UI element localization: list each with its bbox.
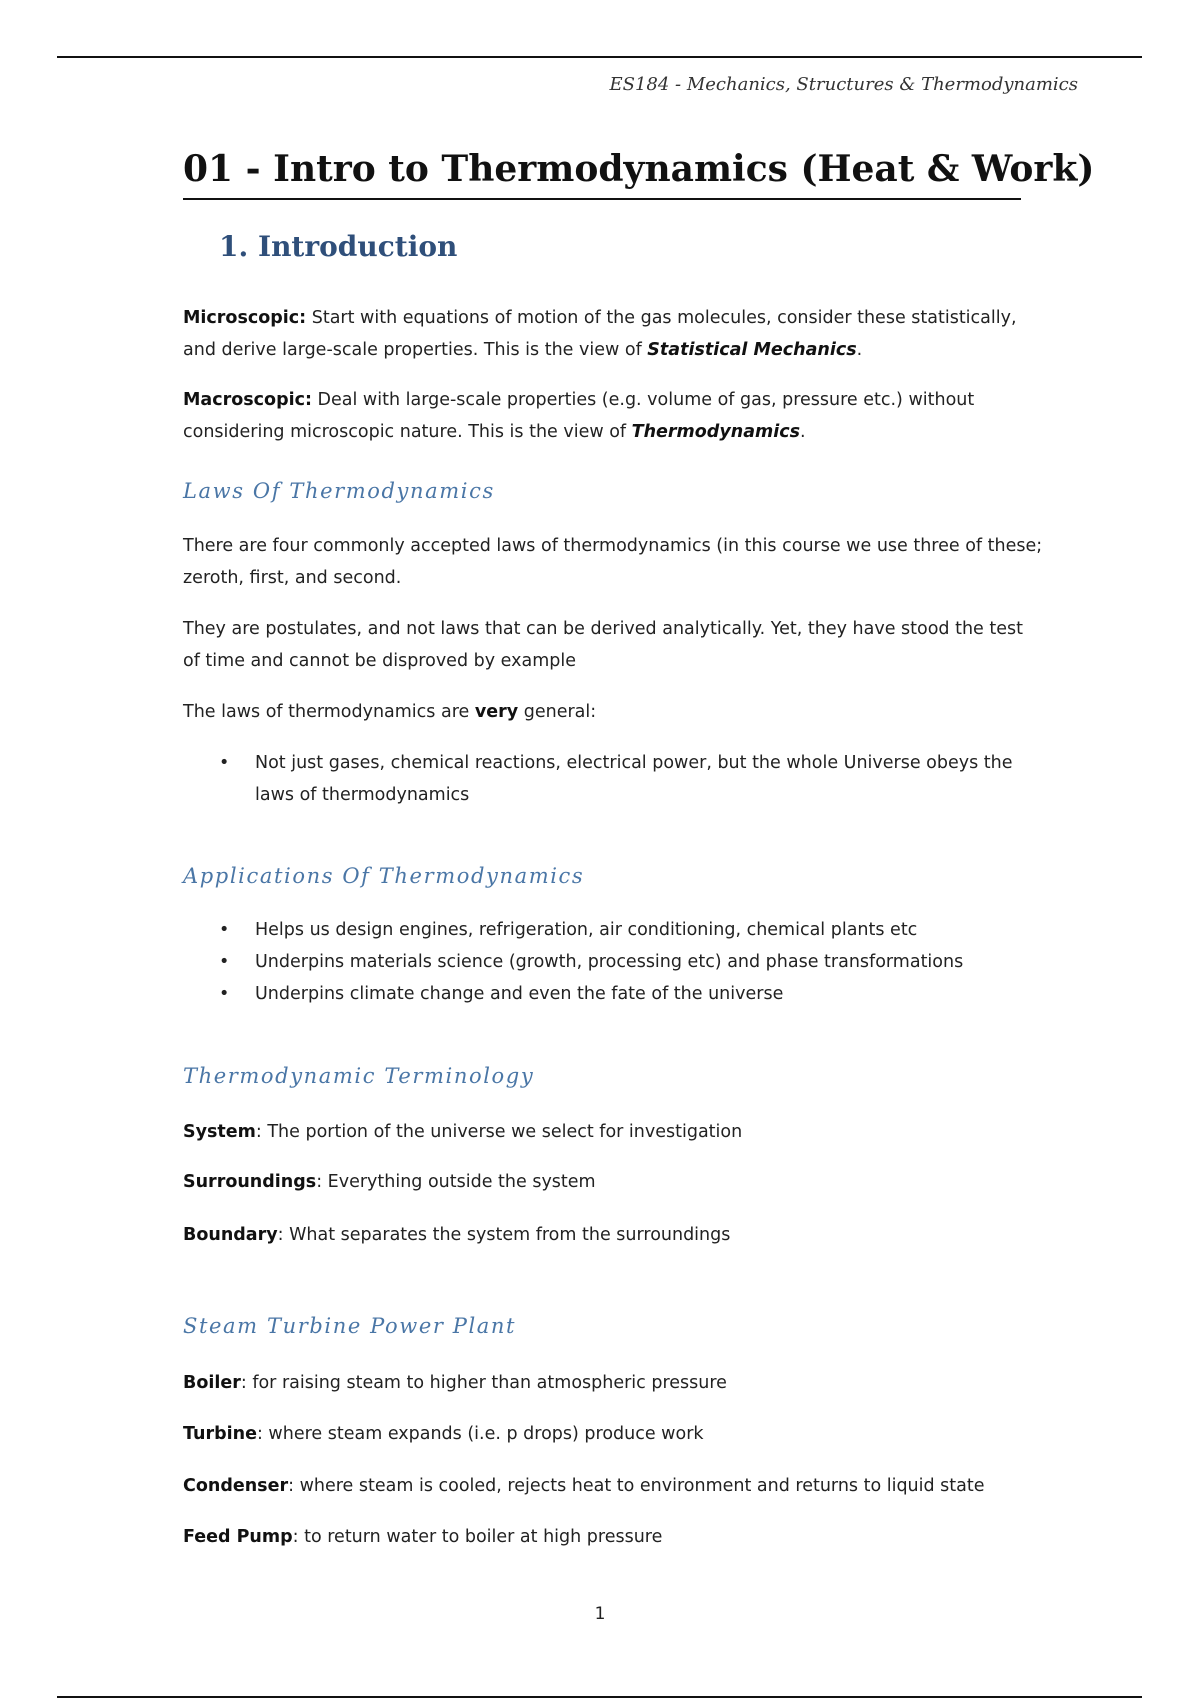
term-boundary	[183, 1219, 1043, 1251]
term-definition: : Everything outside the system	[316, 1172, 596, 1192]
term-label: Boundary	[183, 1225, 278, 1245]
statistical-mechanics-emphasis: Statistical Mechanics	[647, 340, 857, 360]
thermodynamics-emphasis: Thermodynamics	[631, 422, 801, 442]
list-item-text: Not just gases, chemical reactions, electrical power, but the whole Universe obeys the laws of thermodynamics	[255, 753, 1013, 805]
bullet-icon: •	[219, 753, 230, 773]
list-item-text: Underpins materials science (growth, processing etc) and phase transformations	[255, 952, 964, 972]
steam-condenser	[183, 1470, 1043, 1502]
applications-heading: Applications Of Thermodynamics	[183, 864, 585, 888]
steam-turbine	[183, 1418, 1043, 1450]
term-surroundings	[183, 1166, 1043, 1198]
laws-paragraph-3	[183, 696, 1043, 728]
header-rule	[57, 56, 1142, 58]
running-header: ES184 - Mechanics, Structures & Thermodynamics	[609, 74, 1078, 95]
list-item-text: Helps us design engines, refrigeration, air conditioning, chemical plants etc	[255, 920, 918, 940]
macroscopic-end: .	[800, 422, 806, 442]
list-item	[183, 914, 1043, 946]
footer-rule	[57, 1696, 1142, 1698]
term-definition: : where steam is cooled, rejects heat to environment and returns to liquid state	[288, 1476, 985, 1496]
steam-heading: Steam Turbine Power Plant	[183, 1314, 517, 1338]
term-label: Condenser	[183, 1476, 289, 1496]
steam-boiler	[183, 1367, 1043, 1399]
macroscopic-term: Macroscopic:	[183, 390, 312, 410]
laws-p3-before: The laws of thermodynamics are	[183, 702, 475, 722]
term-label: System	[183, 1122, 256, 1142]
laws-heading: Laws Of Thermodynamics	[183, 479, 495, 503]
list-item	[183, 747, 1043, 811]
laws-paragraph-2: They are postulates, and not laws that can be derived analytically. Yet, they have stood the test of time and cannot be disproved by example	[183, 619, 1023, 671]
steam-feed-pump	[183, 1521, 1043, 1553]
term-definition: : The portion of the universe we select for investigation	[255, 1122, 743, 1142]
laws-p3-after: general:	[518, 702, 597, 722]
term-definition: : What separates the system from the surroundings	[277, 1225, 731, 1245]
term-label: Feed Pump	[183, 1527, 293, 1547]
very-emphasis: very	[474, 702, 519, 722]
term-label: Turbine	[183, 1424, 257, 1444]
macroscopic-paragraph	[183, 384, 1043, 448]
term-definition: : for raising steam to higher than atmospheric pressure	[240, 1373, 727, 1393]
term-definition: : to return water to boiler at high pressure	[292, 1527, 663, 1547]
applications-bullet-list	[183, 914, 1043, 1010]
terminology-heading: Thermodynamic Terminology	[183, 1064, 535, 1088]
bullet-icon: •	[219, 920, 230, 940]
term-label: Boiler	[183, 1373, 241, 1393]
term-system	[183, 1116, 1043, 1148]
list-item-text: Underpins climate change and even the fate of the universe	[255, 984, 784, 1004]
term-label: Surroundings	[183, 1172, 317, 1192]
laws-bullet-list	[183, 747, 1043, 811]
list-item	[183, 978, 1043, 1010]
bullet-icon: •	[219, 984, 230, 1004]
bullet-icon: •	[219, 952, 230, 972]
microscopic-paragraph	[183, 302, 1043, 366]
list-item	[183, 946, 1043, 978]
document-title: 01 - Intro to Thermodynamics (Heat & Work)	[183, 148, 1021, 200]
macroscopic-text: Deal with large-scale properties (e.g. volume of gas, pressure etc.) without considering microscopic nature. This is the view of	[183, 390, 975, 442]
section-heading-introduction: 1. Introduction	[219, 230, 458, 263]
microscopic-end: .	[856, 340, 863, 360]
page-number: 1	[594, 1604, 606, 1624]
microscopic-text: Start with equations of motion of the gas molecules, consider these statistically, and derive large-scale properties. This is the view of	[183, 308, 1017, 360]
microscopic-term: Microscopic:	[183, 308, 307, 328]
laws-paragraph-1: There are four commonly accepted laws of thermodynamics (in this course we use three of these; zeroth, first, and second.	[183, 536, 1043, 588]
term-definition: : where steam expands (i.e. p drops) produce work	[256, 1424, 704, 1444]
